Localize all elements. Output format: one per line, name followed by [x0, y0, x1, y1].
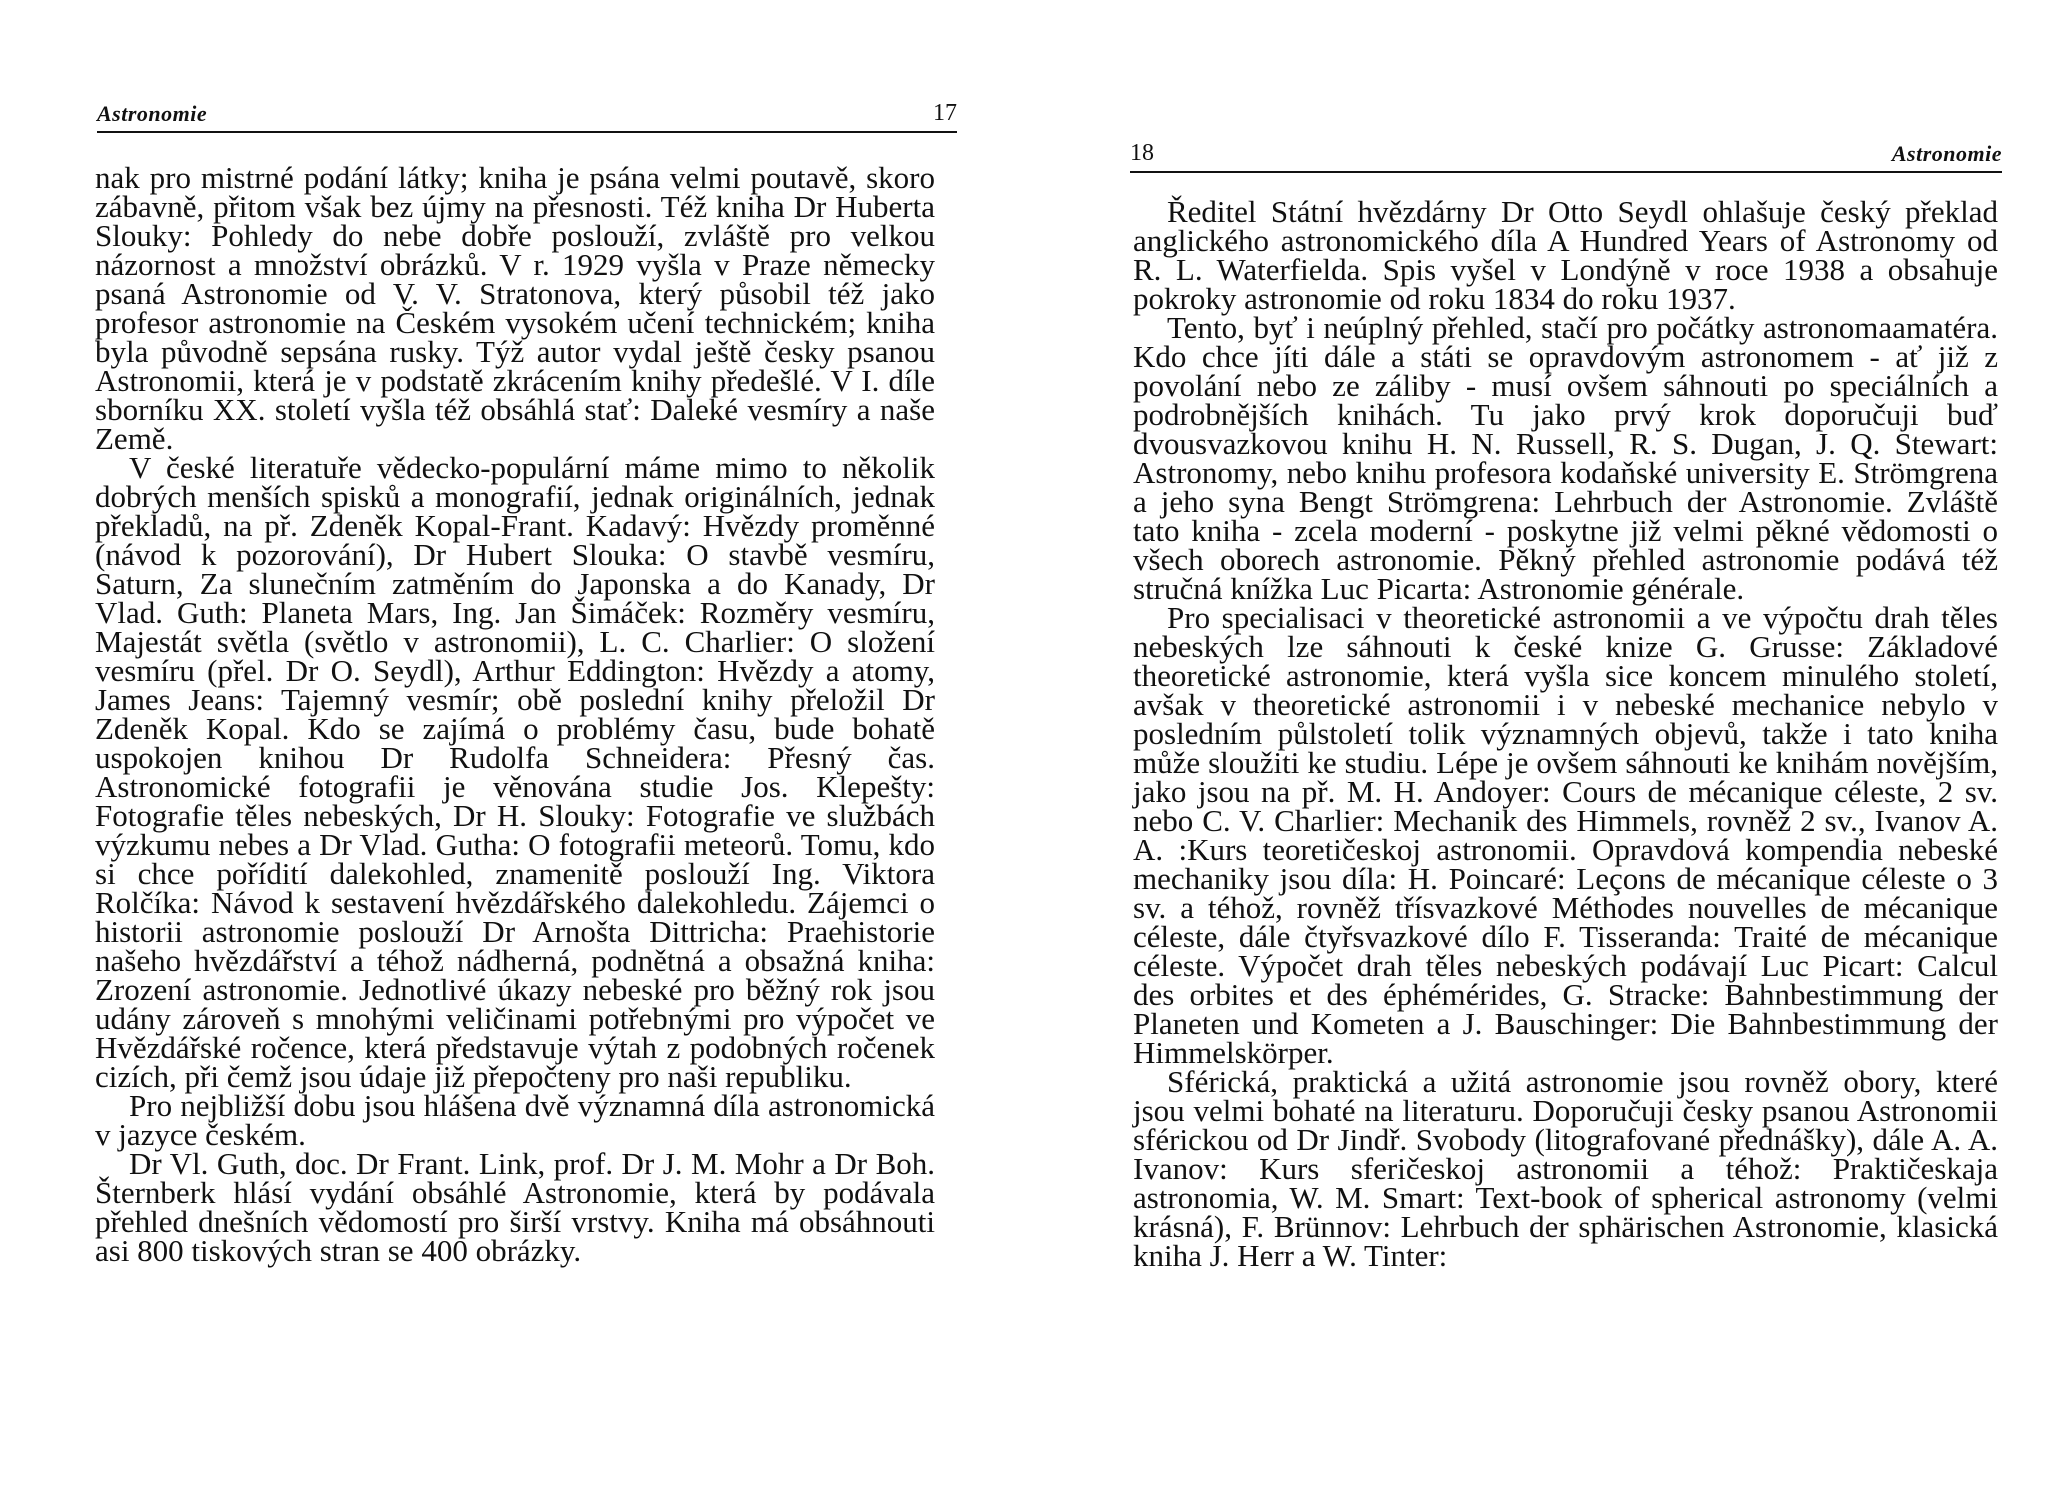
paragraph: Sférická, praktická a užitá astronomie jsou rovněž obory, které jsou velmi bohaté na literaturu. Doporučuji česky psanou Astronomii sférickou od Dr Jindř. Svobody (litografované přednášky), dále A. A. Ivanov: Kurs sferičeskoj astronomii a téhož: Praktičeskaja astronomia, W. M. Smart: Text-book of spherical astronomy (velmi krásná), F. Brünnov: Lehrbuch der sphärischen Astronomie, klasická kniha J. Herr a W. Tinter: [1133, 1064, 1998, 1273]
paragraph: Dr Vl. Guth, doc. Dr Frant. Link, prof. Dr J. M. Mohr a Dr Boh. Šternberk hlásí vydání obsáhlé Astronomie, která by podávala přehled dnešních vědomostí pro širší vrstvy. Kniha má obsáhnouti asi 800 tiskových stran se 400 obrázky. [95, 1146, 935, 1268]
paragraph: nak pro mistrné podání látky; kniha je psána velmi poutavě, skoro zábavně, přitom však bez újmy na přesnosti. Též kniha Dr Huberta Slouky: Pohledy do nebe dobře poslouží, zvláště pro velkou názornost a množství obrázků. V r. 1929 vyšla v Praze německy psaná Astronomie od V. V. Stratonova, který působil též jako profesor astronomie na Českém vysokém učení technickém; kniha byla původně sepsána rusky. Týž autor vydal ještě česky psanou Astronomii, která je v podstatě zkrácením knihy předešlé. V I. díle sborníku XX. století vyšla též obsáhlá stať: Daleké vesmíry a naše Země. [95, 160, 935, 456]
right-page [1025, 0, 2050, 1500]
left-page-text [95, 160, 935, 1268]
paragraph: Pro specialisaci v theoretické astronomii a ve výpočtu drah těles nebeských lze sáhnouti k české knize G. Grusse: Základové theoretické astronomie, která vyšla sice koncem minulého století, avšak v theoretické astronomii i v nebeské mechanice nebylo v posledním půlstoletí tolik významných objevů, takže i tato kniha může sloužiti ke studiu. Lépe je ovšem sáhnouti ke knihám novějším, jako jsou na př. M. H. Andoyer: Cours de mécanique céleste, 2 sv. nebo C. V. Charlier: Mechanik des Himmels, rovněž 2 sv., Ivanov A. A. :Kurs teoretičeskoj astronomii. Opravdová kompendia nebeské mechaniky jsou díla: H. Poincaré: Leçons de mécanique céleste o 3 sv. a téhož, rovněž třísvazkové Méthodes nouvelles de mécanique céleste, dále čtyřsvazkové dílo F. Tisseranda: Traité de mécanique céleste. Výpočet drah těles nebeských podávají Luc Picart: Calcul des orbites et des éphémérides, G. Stracke: Bahnbestimmung der Planeten und Kometen a J. Bauschinger: Die Bahnbestimmung der Himmelskörper. [1133, 600, 1998, 1070]
left-page-header [97, 100, 957, 133]
right-page-number: 18 [1130, 140, 1154, 166]
left-running-title: Astronomie [97, 101, 208, 126]
right-page-header [1130, 140, 2002, 173]
right-page-text [1133, 194, 1998, 1273]
paragraph: V české literatuře vědecko-populární máme mimo to několik dobrých menších spisků a monografií, jednak originálních, jednak překladů, na př. Zdeněk Kopal-Frant. Kadavý: Hvězdy proměnné (návod k pozorování), Dr Hubert Slouka: O stavbě vesmíru, Saturn, Za slunečním zatměním do Japonska a do Kanady, Dr Vlad. Guth: Planeta Mars, Ing. Jan Šimáček: Rozměry vesmíru, Majestát světla (světlo v astronomii), L. C. Charlier: O složení vesmíru (přel. Dr O. Seydl), Arthur Eddington: Hvězdy a atomy, James Jeans: Tajemný vesmír; obě poslední knihy přeložil Dr Zdeněk Kopal. Kdo se zajímá o problémy času, bude bohatě uspokojen knihou Dr Rudolfa Schneidera: Přesný čas. Astronomické fotografii je věnována studie Jos. Klepešty: Fotografie těles nebeských, Dr H. Slouky: Fotografie ve službách výzkumu nebes a Dr Vlad. Gutha: O fotografii meteorů. Tomu, kdo si chce pořídití dalekohled, znamenitě poslouží Ing. Viktora Rolčíka: Návod k sestavení hvězdářského dalekohledu. Zájemci o historii astronomie poslouží Dr Arnošta Dittricha: Praehistorie našeho hvězdářství a téhož nádherná, podnětná a obsažná kniha: Zrození astronomie. Jednotlivé úkazy nebeské pro běžný rok jsou udány zároveň s mnohými veličinami potřebnými pro výpočet ve Hvězdářské ročence, která představuje výtah z podobných ročenek cizích, při čemž jsou údaje již přepočteny pro naši republiku. [95, 450, 935, 1094]
right-running-title: Astronomie [1891, 141, 2002, 166]
paragraph: Ředitel Státní hvězdárny Dr Otto Seydl ohlašuje český překlad anglického astronomického díla A Hundred Years of Astronomy od R. L. Waterfielda. Spis vyšel v Londýně v roce 1938 a obsahuje pokroky astronomie od roku 1834 do roku 1937. [1133, 194, 1998, 316]
left-page-number: 17 [933, 100, 957, 126]
paragraph: Pro nejbližší dobu jsou hlášena dvě významná díla astronomická v jazyce českém. [95, 1088, 935, 1152]
paragraph: Tento, byť i neúplný přehled, stačí pro počátky astronomaamatéra. Kdo chce jíti dále a státi se opravdovým astronomem - ať již z povolání nebo ze záliby - musí ovšem sáhnouti po speciálních a podrobnějších knihách. Tu jako prvý krok doporučuji buď dvousvazkovou knihu H. N. Russell, R. S. Dugan, J. Q. Stewart: Astronomy, nebo knihu profesora kodaňské university E. Strömgrena a jeho syna Bengt Strömgrena: Lehrbuch der Astronomie. Zvláště tato kniha - zcela moderní - poskytne již velmi pěkné vědomosti o všech oborech astronomie. Pěkný přehled astronomie podává též stručná knížka Luc Picarta: Astronomie générale. [1133, 310, 1998, 606]
